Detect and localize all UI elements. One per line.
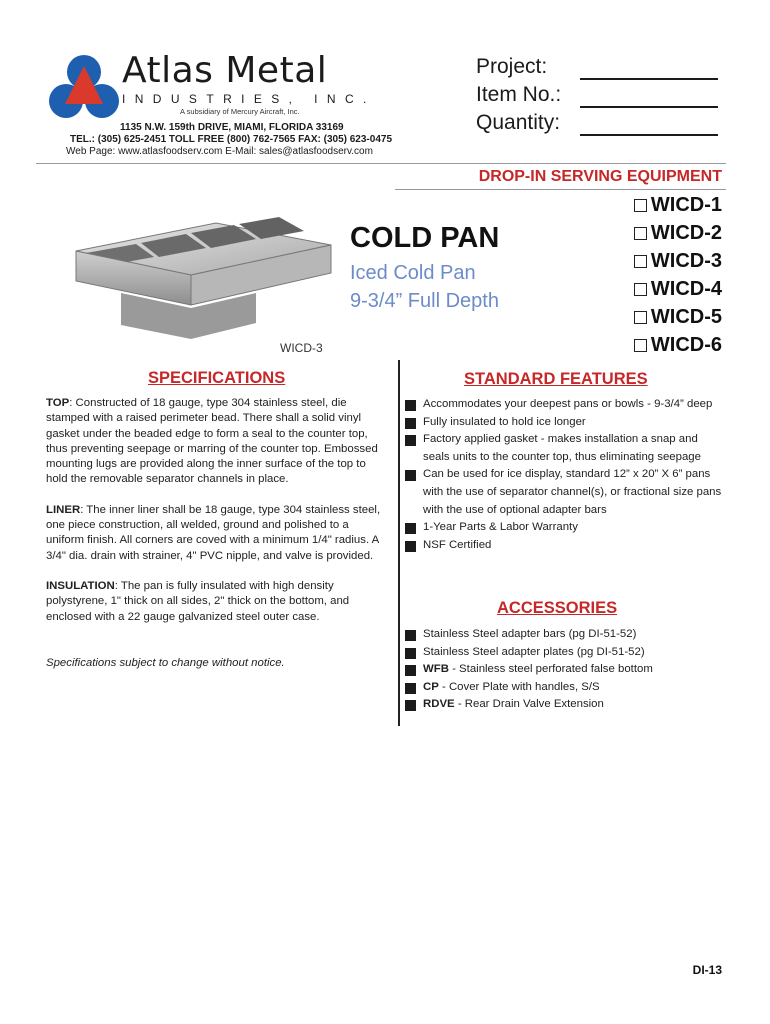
- feature-text: Fully insulated to hold ice longer: [423, 415, 586, 428]
- list-item: [405, 644, 723, 662]
- bullet-icon: [405, 630, 416, 641]
- project-label: Project:: [476, 55, 548, 78]
- model-option[interactable]: [620, 247, 722, 275]
- model-label: WICD-4: [650, 277, 722, 300]
- list-item: [405, 661, 723, 679]
- model-label: WICD-2: [650, 221, 722, 244]
- product-subtitle-1: Iced Cold Pan: [350, 262, 476, 284]
- quantity-label: Quantity:: [476, 111, 561, 134]
- spec-note: Specifications subject to change without notice.: [46, 656, 285, 669]
- accessory-text: - Cover Plate with handles, S/S: [438, 680, 600, 693]
- bullet-icon: [405, 470, 416, 481]
- standard-features-list: [405, 396, 723, 554]
- accessory-text: - Rear Drain Valve Extension: [454, 698, 604, 711]
- list-item: [405, 396, 723, 414]
- product-title: COLD PAN: [350, 222, 500, 254]
- company-web: Web Page: www.atlasfoodserv.com E-Mail: sales@atlasfoodserv.com: [66, 146, 373, 157]
- model-option[interactable]: [620, 331, 722, 359]
- atlas-logo-icon: [48, 52, 120, 124]
- bullet-icon: [405, 683, 416, 694]
- bullet-icon: [405, 700, 416, 711]
- model-option[interactable]: [620, 191, 722, 219]
- bullet-icon: [405, 541, 416, 552]
- column-divider: [398, 360, 400, 726]
- page-number: DI-13: [692, 963, 722, 977]
- company-subtitle: INDUSTRIES, INC.: [122, 92, 376, 106]
- spec-liner-text: : The inner liner shall be 18 gauge, type 304 stainless steel, one piece construction, all welded, ground and polished to a uniform finish. All corners are coved with a minimum 1/4" radius. A 3/4" dia. drain with strainer, 4" PVC nipple, and valve is provided.: [46, 503, 381, 562]
- company-address: 1135 N.W. 159th DRIVE, MIAMI, FLORIDA 33169: [120, 122, 344, 133]
- list-item: [405, 519, 723, 537]
- product-subtitle-2: 9-3/4” Full Depth: [350, 290, 499, 312]
- accessory-text: Stainless Steel adapter bars (pg DI-51-52): [423, 628, 637, 640]
- feature-text: NSF Certified: [423, 538, 492, 551]
- list-item: [405, 466, 723, 519]
- checkbox-icon[interactable]: [634, 283, 647, 296]
- accessory-text: - Stainless steel perforated false bottom: [448, 663, 653, 676]
- checkbox-icon[interactable]: [634, 311, 647, 324]
- bullet-icon: [405, 435, 416, 446]
- accessory-code: RDVE: [423, 698, 455, 711]
- bullet-icon: [405, 648, 416, 659]
- spec-insulation-label: INSULATION: [46, 579, 115, 592]
- section-title: DROP-IN SERVING EQUIPMENT: [478, 168, 722, 185]
- header-divider: [36, 163, 726, 164]
- company-name: Atlas Metal: [122, 50, 328, 91]
- quantity-blank[interactable]: [580, 134, 718, 136]
- model-label: WICD-6: [650, 333, 722, 356]
- accessories-list: [405, 626, 723, 714]
- spec-liner-label: LINER: [46, 503, 81, 516]
- model-option[interactable]: [620, 219, 722, 247]
- list-item: [405, 431, 723, 466]
- spec-top-text: : Constructed of 18 gauge, type 304 stainless steel, die stamped with a raised perimeter bead. There shall a solid vinyl gasket under the beaded edge to form a seal to the counter top, thus preventing seepage or marring of the counter top. Embossed mounting lugs are provided along the inner surface of the top to hold the removable separator channels in place.: [46, 397, 378, 486]
- spec-top-label: TOP: [46, 397, 70, 409]
- standard-features-heading: STANDARD FEATURES: [464, 370, 648, 388]
- product-photo: [46, 193, 336, 341]
- model-label: WICD-1: [650, 193, 722, 216]
- feature-text: Can be used for ice display, standard 12” x 20” X 6” pans with the use of separator channel(s), or fractional size pans with the use of optional adapter bars: [423, 468, 722, 516]
- accessories-heading: ACCESSORIES: [497, 599, 618, 617]
- spec-liner: [46, 503, 382, 564]
- accessory-code: WFB: [423, 663, 449, 676]
- model-label: WICD-5: [650, 305, 722, 328]
- model-option[interactable]: [620, 275, 722, 303]
- checkbox-icon[interactable]: [634, 339, 647, 352]
- bullet-icon: [405, 523, 416, 534]
- checkbox-icon[interactable]: [634, 255, 647, 268]
- specifications-heading: SPECIFICATIONS: [148, 369, 286, 387]
- photo-caption: WICD-3: [280, 341, 323, 355]
- list-item: [405, 696, 723, 714]
- spec-top: [46, 396, 382, 488]
- model-label: WICD-3: [650, 249, 722, 272]
- checkbox-icon[interactable]: [634, 227, 647, 240]
- feature-text: Factory applied gasket - makes installation a snap and seals units to the counter top, thus eliminating seepage: [423, 433, 701, 463]
- bullet-icon: [405, 418, 416, 429]
- accessory-text: Stainless Steel adapter plates (pg DI-51-52): [423, 645, 645, 658]
- feature-text: Accommodates your deepest pans or bowls - 9-3/4” deep: [423, 398, 713, 410]
- spec-insulation: [46, 579, 382, 625]
- bullet-icon: [405, 665, 416, 676]
- list-item: [405, 679, 723, 697]
- model-list: [620, 191, 722, 359]
- list-item: [405, 537, 723, 555]
- item-no-blank[interactable]: [580, 106, 718, 108]
- company-phones: TEL.: (305) 625-2451 TOLL FREE (800) 762-7565 FAX: (305) 623-0475: [70, 134, 393, 145]
- checkbox-icon[interactable]: [634, 199, 647, 212]
- specifications-text: [46, 396, 382, 686]
- list-item: [405, 626, 723, 644]
- bullet-icon: [405, 400, 416, 411]
- section-divider: [395, 189, 726, 190]
- item-no-label: Item No.:: [476, 83, 562, 106]
- project-blank[interactable]: [580, 78, 718, 80]
- list-item: [405, 414, 723, 432]
- feature-text: 1-Year Parts & Labor Warranty: [423, 521, 578, 534]
- spec-insulation-text: : The pan is fully insulated with high density polystyrene, 1" thick on all sides, 2" thick on the bottom, and enclosed with a 22 gauge galvanized steel outer case.: [46, 579, 350, 623]
- accessory-code: CP: [423, 680, 439, 693]
- model-option[interactable]: [620, 303, 722, 331]
- company-subsidiary: A subsidiary of Mercury Aircraft, Inc.: [180, 107, 300, 116]
